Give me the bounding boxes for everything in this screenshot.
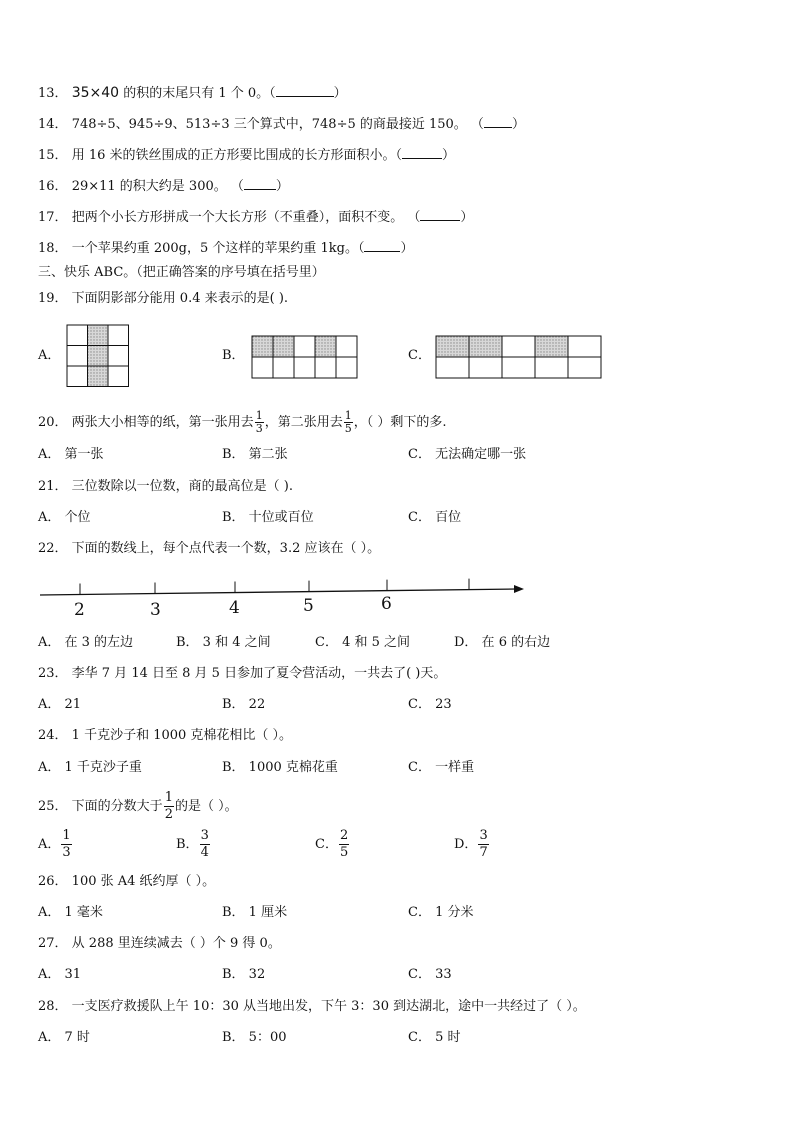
- option-b[interactable]: B． 3 和 4 之间: [176, 635, 271, 650]
- option-label: B．: [176, 837, 199, 852]
- question-text: 29×11 的积大约是 300。 （: [71, 179, 244, 194]
- denominator: 5: [344, 422, 352, 435]
- grid-cell: [108, 325, 129, 346]
- grid-cell: [336, 336, 357, 357]
- shaded-cell: [315, 336, 336, 357]
- option-c[interactable]: C． 1 分米: [408, 905, 474, 920]
- option-b[interactable]: B． 5：00: [222, 1030, 287, 1045]
- option-label: C．: [315, 837, 338, 852]
- paren-close: ）: [400, 241, 414, 256]
- option-label: A．: [38, 837, 61, 852]
- option-c[interactable]: C． 23: [408, 697, 452, 712]
- numerator: 1: [255, 409, 263, 422]
- question-21: 21． 三位数除以一位数，商的最高位是（ ).: [38, 479, 294, 494]
- option-d[interactable]: [454, 828, 490, 861]
- number-line: [40, 579, 524, 595]
- denominator: 3: [62, 845, 71, 860]
- question-text: 用 16 米的铁丝围成的正方形要比围成的长方形面积小。（: [71, 148, 402, 163]
- option-c[interactable]: C． 5 时: [408, 1030, 461, 1045]
- numerator: 1: [164, 790, 173, 805]
- option-c[interactable]: C． 33: [408, 967, 452, 982]
- fraction-three-sevenths: [478, 828, 488, 861]
- question-22: 22． 下面的数线上，每个点代表一个数，3.2 应该在（ ）。: [38, 541, 381, 556]
- paren-close: ）: [333, 86, 347, 101]
- grid-cell: [315, 357, 336, 378]
- section-heading: 三、快乐 ABC。（把正确答案的序号填在括号里）: [38, 265, 325, 280]
- grid-cell: [108, 366, 129, 387]
- option-a[interactable]: A． 7 时: [38, 1030, 90, 1045]
- option-a[interactable]: A． 第一张: [38, 447, 104, 462]
- grid-cell: [273, 357, 294, 378]
- question-text: 20． 两张大小相等的纸，第一张用去: [38, 415, 254, 430]
- shaded-cell: [88, 325, 109, 346]
- option-c-label: C．: [408, 348, 431, 363]
- numerator: 1: [62, 828, 71, 843]
- option-a[interactable]: A． 个位: [38, 510, 91, 525]
- option-d[interactable]: D． 在 6 的右边: [454, 635, 551, 650]
- tick-label-2: 2: [74, 600, 85, 620]
- question-20: [38, 410, 446, 435]
- numerator: 3: [479, 828, 488, 843]
- question-25: [38, 790, 238, 823]
- question-26: 26． 100 张 A4 纸约厚（ ）。: [38, 874, 216, 889]
- option-b[interactable]: [176, 828, 211, 861]
- question-text: 的积的末尾只有 1 个 0。（: [123, 86, 276, 101]
- option-a[interactable]: [38, 828, 73, 861]
- arrow-head-icon: [514, 585, 524, 593]
- question-number: 15．: [38, 148, 68, 163]
- fraction-one-third: [61, 828, 71, 861]
- option-a-label: A．: [38, 348, 61, 363]
- option-a[interactable]: A． 在 3 的左边: [38, 635, 134, 650]
- question-number: 16．: [38, 179, 68, 194]
- question-number: 17．: [38, 210, 68, 225]
- shaded-cell: [88, 346, 109, 367]
- question-text: ，第二张用去: [264, 415, 343, 430]
- grid-cell: [436, 357, 469, 378]
- grid-cell: [469, 357, 502, 378]
- question-number: 13．: [38, 86, 68, 101]
- tick-label-3: 3: [150, 600, 161, 620]
- tick-label-5: 5: [303, 596, 314, 616]
- option-a[interactable]: A． 1 毫米: [38, 905, 103, 920]
- grid-cell: [67, 366, 88, 387]
- question-27: 27． 从 288 里连续减去（ ）个 9 得 0。: [38, 936, 281, 951]
- question-28: 28． 一支医疗救援队上午 10：30 从当地出发，下午 3：30 到达湖北，途中一共经过了（ ）。: [38, 999, 586, 1014]
- grid-cell: [67, 346, 88, 367]
- grid-cell: [336, 357, 357, 378]
- fraction-one-half: [164, 790, 174, 823]
- question-23: 23． 李华 7 月 14 日至 8 月 5 日参加了夏令营活动，一共去了( )天。: [38, 666, 447, 681]
- option-a[interactable]: A． 1 千克沙子重: [38, 760, 142, 775]
- option-b[interactable]: B． 32: [222, 967, 266, 982]
- fraction-one-fifth: [344, 410, 353, 435]
- question-19: 19． 下面阴影部分能用 0.4 来表示的是( ).: [38, 291, 289, 306]
- question-number: 14．: [38, 117, 68, 132]
- option-b[interactable]: B． 1 厘米: [222, 905, 288, 920]
- option-c[interactable]: C． 4 和 5 之间: [315, 635, 411, 650]
- grid-cell: [568, 336, 601, 357]
- option-c[interactable]: C． 无法确定哪一张: [408, 447, 527, 462]
- option-b[interactable]: B． 十位或百位: [222, 510, 314, 525]
- shaded-cell: [535, 336, 568, 357]
- denominator: 7: [479, 845, 488, 860]
- shaded-cell: [252, 336, 273, 357]
- grid-cell: [252, 357, 273, 378]
- question-text: 25． 下面的分数大于: [38, 799, 163, 814]
- grid-c: [436, 336, 601, 378]
- question-text: 的是（ ）。: [174, 799, 238, 814]
- question-number: 18．: [38, 241, 68, 256]
- denominator: 5: [339, 845, 349, 860]
- option-c[interactable]: [315, 828, 350, 861]
- question-text: 把两个小长方形拼成一个大长方形（不重叠），面积不变。 （: [71, 210, 421, 225]
- number-line-axis: [40, 589, 516, 595]
- denominator: 4: [200, 845, 209, 860]
- paren-close: ）: [275, 179, 289, 194]
- grid-b: [252, 336, 357, 378]
- denominator: 3: [255, 422, 263, 435]
- option-b[interactable]: B． 1000 克棉花重: [222, 760, 338, 775]
- paren-close: ）: [442, 148, 456, 163]
- grid-cell: [108, 346, 129, 367]
- tick-label-4: 4: [229, 598, 240, 618]
- option-a[interactable]: A． 21: [38, 697, 82, 712]
- grid-cell: [502, 336, 535, 357]
- shaded-cell: [469, 336, 502, 357]
- expression: 35×40: [71, 85, 120, 101]
- numerator: 1: [344, 409, 352, 422]
- grid-a: [67, 325, 129, 387]
- question-text: 一个苹果约重 200g，5 个这样的苹果约重 1kg。（: [71, 241, 365, 256]
- grid-cell: [294, 336, 315, 357]
- numerator: 2: [339, 828, 349, 843]
- tick-label-6: 6: [381, 594, 392, 614]
- question-text: ，（ ）剩下的多.: [353, 415, 447, 430]
- fraction-two-fifths: [339, 828, 349, 861]
- fraction-three-fourths: [200, 828, 210, 861]
- denominator: 2: [164, 807, 173, 822]
- numerator: 3: [200, 828, 209, 843]
- fraction-one-third: [255, 410, 264, 435]
- question-text: 748÷5、945÷9、513÷3 三个算式中，748÷5 的商最接近 150。 （: [71, 117, 484, 132]
- grid-cell: [294, 357, 315, 378]
- option-a[interactable]: A． 31: [38, 967, 82, 982]
- paren-close: ）: [460, 210, 474, 225]
- shaded-cell: [273, 336, 294, 357]
- grid-cell: [502, 357, 535, 378]
- option-label: D．: [454, 837, 478, 852]
- grid-cell: [535, 357, 568, 378]
- option-c[interactable]: C． 百位: [408, 510, 462, 525]
- question-24: 24． 1 千克沙子和 1000 克棉花相比（ ）。: [38, 728, 293, 743]
- grid-cell: [67, 325, 88, 346]
- option-b[interactable]: B． 22: [222, 697, 266, 712]
- option-c[interactable]: C． 一样重: [408, 760, 475, 775]
- shaded-cell: [88, 366, 109, 387]
- option-b-label: B．: [222, 348, 245, 363]
- shaded-cell: [436, 336, 469, 357]
- paren-close: ）: [511, 117, 525, 132]
- option-b[interactable]: B． 第二张: [222, 447, 288, 462]
- grid-cell: [568, 357, 601, 378]
